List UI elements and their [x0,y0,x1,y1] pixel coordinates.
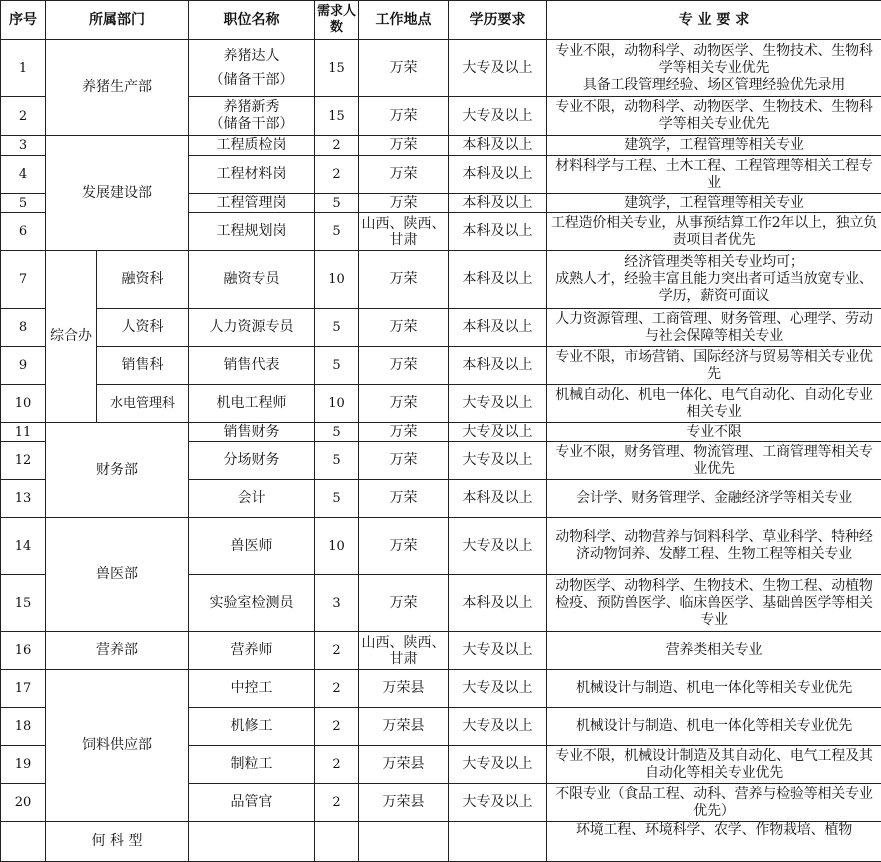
education-cell: 大专及以上 [449,423,547,442]
header-no: 序号 [1,1,46,40]
location-cell: 万荣县 [359,708,449,746]
department-cell: 综合办 [46,251,97,423]
specialty-cell: 建筑学，工程管理等相关专业 [547,136,881,156]
position-cell: 机修工 [189,708,315,746]
specialty-cell: 机械自动化、机电一体化、电气自动化、自动化专业相关专业 [547,385,881,423]
table-row [1,670,881,708]
education-cell: 大专及以上 [449,385,547,423]
education-cell: 大专及以上 [449,40,547,97]
count-cell: 5 [315,213,359,251]
count-cell: 2 [315,136,359,156]
count-cell: 5 [315,480,359,518]
position-cell: 工程规划岗 [189,213,315,251]
education-cell: 大专及以上 [449,97,547,136]
specialty-cell: 会计学、财务管理学、金融经济学等相关专业 [547,480,881,518]
table-row [1,385,881,423]
header-position: 职位名称 [189,1,315,40]
count-cell: 2 [315,670,359,708]
specialty-cell: 专业不限，财务管理、物流管理、工商管理等相关专业优先 [547,442,881,480]
count-cell: 2 [315,708,359,746]
location-cell: 万荣 [359,309,449,347]
count-cell: 3 [315,575,359,632]
row-number: 20 [1,784,46,822]
row-number: 13 [1,480,46,518]
row-number: 16 [1,632,46,670]
location-cell: 万荣 [359,423,449,442]
table-row [1,251,881,309]
education-cell: 本科及以上 [449,347,547,385]
row-number: 2 [1,97,46,136]
department-cell: 何 科 型 [46,822,189,862]
location-cell: 山西、陕西、甘肃 [359,632,449,670]
table-row [1,309,881,347]
specialty-cell: 工程造价相关专业，从事预结算工作2年以上，独立负责项目者优先 [547,213,881,251]
position-cell: 兽医师 [189,518,315,575]
location-cell: 万荣 [359,518,449,575]
count-cell: 2 [315,746,359,784]
header-department: 所属部门 [46,1,189,40]
position-cell: 品管官 [189,784,315,822]
location-cell: 山西、陕西、甘肃 [359,213,449,251]
row-number: 8 [1,309,46,347]
position-cell: 人力资源专员 [189,309,315,347]
table-row [1,632,881,670]
position-cell: 实验室检测员 [189,575,315,632]
header-count: 需求人数 [315,1,359,40]
education-cell: 本科及以上 [449,213,547,251]
department-cell: 营养部 [46,632,189,670]
count-cell: 5 [315,423,359,442]
education-cell: 本科及以上 [449,251,547,309]
row-number: 18 [1,708,46,746]
position-cell: 融资专员 [189,251,315,309]
row-number: 3 [1,136,46,156]
department-cell: 兽医部 [46,518,189,632]
department-cell: 养猪生产部 [46,40,189,136]
education-cell: 本科及以上 [449,480,547,518]
specialty-cell: 建筑学，工程管理等相关专业 [547,194,881,213]
education-cell: 大专及以上 [449,746,547,784]
row-number: 15 [1,575,46,632]
row-number [1,822,46,862]
row-number: 11 [1,423,46,442]
specialty-cell: 环境工程、环境科学、农学、作物栽培、植物 [547,822,881,862]
count-cell: 15 [315,97,359,136]
row-number: 5 [1,194,46,213]
location-cell: 万荣县 [359,784,449,822]
location-cell: 万荣县 [359,746,449,784]
position-cell: 工程材料岗 [189,156,315,194]
specialty-cell: 专业不限，动物科学、动物医学、生物技术、生物科学等相关专业优先 具备工段管理经验、场区管理经验优先录用 [547,40,881,97]
location-cell: 万荣 [359,136,449,156]
location-cell: 万荣 [359,575,449,632]
specialty-cell: 机械设计与制造、机电一体化等相关专业优先 [547,708,881,746]
row-number: 6 [1,213,46,251]
count-cell: 5 [315,347,359,385]
position-cell: 机电工程师 [189,385,315,423]
education-cell: 大专及以上 [449,708,547,746]
count-cell: 10 [315,518,359,575]
position-cell [189,822,315,862]
location-cell: 万荣 [359,251,449,309]
subdepartment-cell: 水电管理科 [97,385,189,423]
position-cell: 工程质检岗 [189,136,315,156]
specialty-cell: 不限专业（食品工程、动科、营养与检验等相关专业优先） [547,784,881,822]
subdepartment-cell: 人资科 [97,309,189,347]
location-cell: 万荣县 [359,670,449,708]
location-cell: 万荣 [359,385,449,423]
specialty-cell: 材料科学与工程、土木工程、工程管理等相关工程专业 [547,156,881,194]
education-cell [449,822,547,862]
specialty-cell: 营养类相关专业 [547,632,881,670]
position-cell: 养猪新秀 （储备干部） [189,97,315,136]
header-row [1,1,881,40]
position-cell: 营养师 [189,632,315,670]
count-cell: 2 [315,632,359,670]
count-cell: 2 [315,784,359,822]
header-specialty: 专 业 要 求 [547,1,881,40]
row-number: 12 [1,442,46,480]
specialty-cell: 专业不限 [547,423,881,442]
table-row [1,518,881,575]
table-row [1,423,881,442]
position-cell: 销售代表 [189,347,315,385]
location-cell: 万荣 [359,442,449,480]
location-cell: 万荣 [359,156,449,194]
count-cell: 5 [315,309,359,347]
row-number: 19 [1,746,46,784]
education-cell: 大专及以上 [449,442,547,480]
location-cell: 万荣 [359,480,449,518]
position-cell: 分场财务 [189,442,315,480]
specialty-cell: 动物医学、动物科学、生物技术、生物工程、动植物检疫、预防兽医学、临床兽医学、基础兽医学等相关专业 [547,575,881,632]
row-number: 9 [1,347,46,385]
education-cell: 本科及以上 [449,309,547,347]
count-cell: 15 [315,40,359,97]
education-cell: 本科及以上 [449,575,547,632]
position-cell: 养猪达人 （储备干部） [189,40,315,97]
row-number: 10 [1,385,46,423]
location-cell: 万荣 [359,194,449,213]
count-cell: 5 [315,194,359,213]
education-cell: 大专及以上 [449,632,547,670]
department-cell: 发展建设部 [46,136,189,251]
position-cell: 工程管理岗 [189,194,315,213]
count-cell [315,822,359,862]
department-cell: 饲料供应部 [46,670,189,822]
location-cell: 万荣 [359,40,449,97]
education-cell: 大专及以上 [449,518,547,575]
header-education: 学历要求 [449,1,547,40]
specialty-cell: 专业不限，市场营销、国际经济与贸易等相关专业优先 [547,347,881,385]
specialty-cell: 人力资源管理、工商管理、财务管理、心理学、劳动与社会保障等相关专业 [547,309,881,347]
count-cell: 10 [315,251,359,309]
department-cell: 财务部 [46,423,189,518]
table-row [1,40,881,97]
row-number: 1 [1,40,46,97]
row-number: 14 [1,518,46,575]
subdepartment-cell: 融资科 [97,251,189,309]
table-row [1,136,881,156]
row-number: 17 [1,670,46,708]
table-row [1,822,881,862]
specialty-cell: 动物科学、动物营养与饲料科学、草业科学、特种经济动物饲养、发酵工程、生物工程等相关专业 [547,518,881,575]
position-cell: 销售财务 [189,423,315,442]
subdepartment-cell: 销售科 [97,347,189,385]
specialty-cell: 经济管理类等相关专业均可； 成熟人才，经验丰富且能力突出者可适当放宽专业、学历，薪资可面议 [547,251,881,309]
table-row [1,347,881,385]
row-number: 4 [1,156,46,194]
specialty-cell: 机械设计与制造、机电一体化等相关专业优先 [547,670,881,708]
specialty-cell: 专业不限，机械设计制造及其自动化、电气工程及其自动化等相关专业优先 [547,746,881,784]
position-cell: 制粒工 [189,746,315,784]
count-cell: 2 [315,156,359,194]
position-cell: 中控工 [189,670,315,708]
specialty-cell: 专业不限，动物科学、动物医学、生物技术、生物科学等相关专业优先 [547,97,881,136]
header-location: 工作地点 [359,1,449,40]
education-cell: 本科及以上 [449,156,547,194]
education-cell: 大专及以上 [449,784,547,822]
count-cell: 10 [315,385,359,423]
location-cell [359,822,449,862]
row-number: 7 [1,251,46,309]
education-cell: 本科及以上 [449,136,547,156]
education-cell: 大专及以上 [449,670,547,708]
count-cell: 5 [315,442,359,480]
location-cell: 万荣 [359,347,449,385]
position-cell: 会计 [189,480,315,518]
location-cell: 万荣 [359,97,449,136]
education-cell: 本科及以上 [449,194,547,213]
